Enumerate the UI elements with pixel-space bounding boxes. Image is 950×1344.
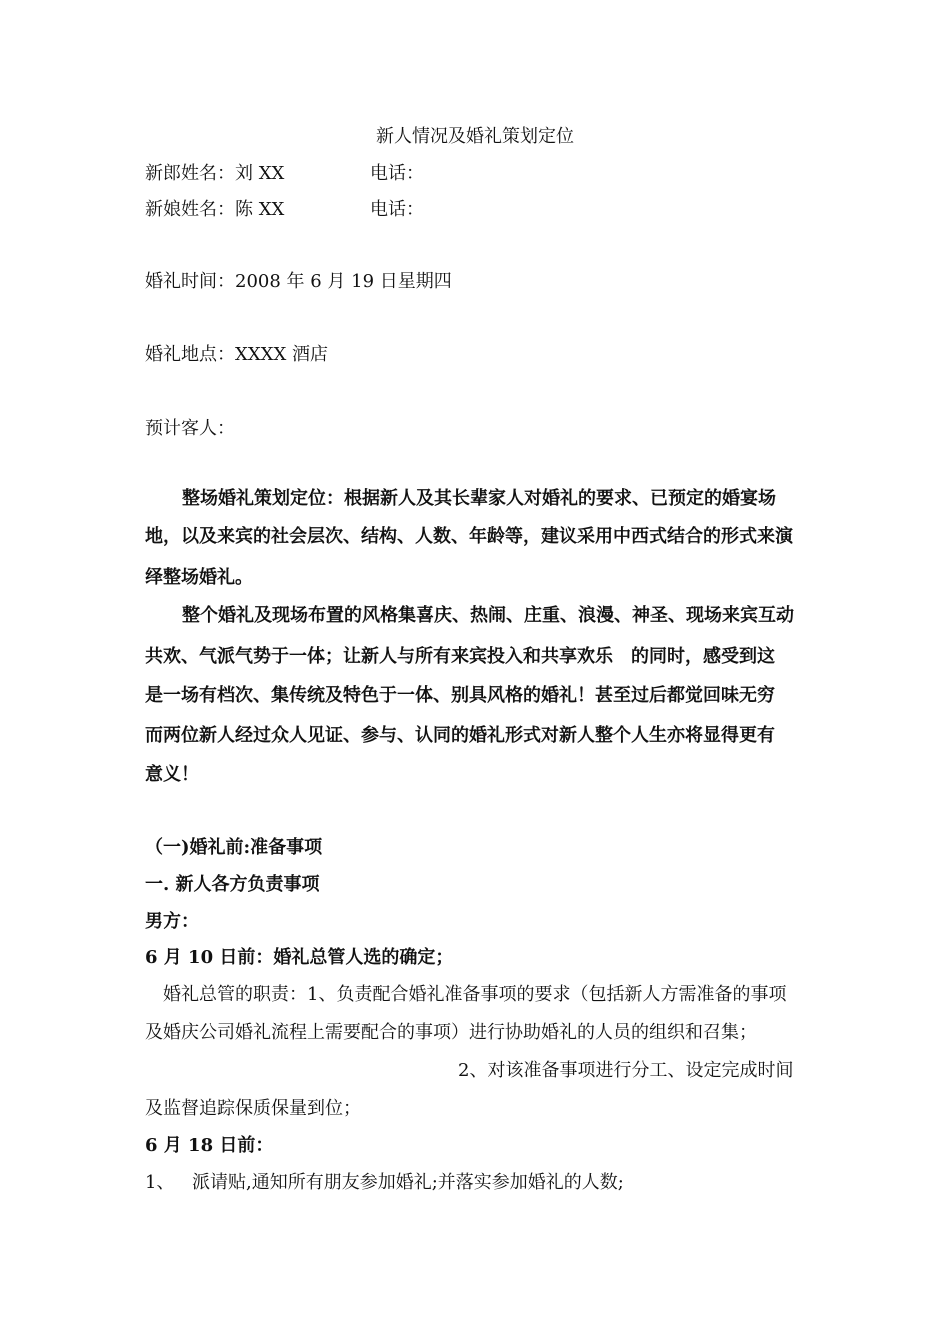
- groom-name: 新郎姓名：刘 XX: [145, 163, 285, 184]
- document-title: 新人情况及婚礼策划定位: [376, 126, 574, 147]
- bride-name: 新娘姓名：陈 XX: [145, 199, 285, 220]
- style-line-3: 是一场有档次、集传统及特色于一体、别具风格的婚礼！甚至过后都觉回味无穷: [145, 685, 775, 706]
- june10-text: 6 月 10 日前：婚礼总管人选的确定；: [145, 947, 454, 968]
- bride-phone-label: 电话：: [370, 199, 424, 220]
- style-line-4: 而两位新人经过众人见证、参与、认同的婚礼形式对新人整个人生亦将显得更有: [145, 725, 775, 746]
- duty-line-2: 及婚庆公司婚礼流程上需要配合的事项）进行协助婚礼的人员的组织和召集；: [145, 1022, 757, 1043]
- groom-phone-label: 电话：: [370, 163, 424, 184]
- expected-guests: 预计客人：: [145, 418, 235, 439]
- style-line-2: 共欢、气派气势于一体；让新人与所有来宾投入和共享欢乐 的同时，感受到这: [145, 646, 775, 667]
- duty-line-4: 及监督追踪保质保量到位；: [145, 1098, 361, 1119]
- june18-heading: 6 月 18 日前：: [145, 1135, 274, 1156]
- positioning-line-3: 绎整场婚礼。: [145, 567, 253, 588]
- section-heading-before-wedding: （一)婚礼前:准备事项: [145, 837, 323, 858]
- item-1-text: 派请贴,通知所有朋友参加婚礼;并落实参加婚礼的人数;: [192, 1172, 624, 1193]
- item-1-number: 1、: [145, 1172, 175, 1193]
- duty-line-1: 婚礼总管的职责：1、负责配合婚礼准备事项的要求（包括新人方需准备的事项: [163, 984, 787, 1005]
- wedding-time: 婚礼时间：2008 年 6 月 19 日星期四: [145, 271, 452, 292]
- positioning-line-2: 地，以及来宾的社会层次、结构、人数、年龄等，建议采用中西式结合的形式来演: [145, 526, 793, 547]
- wedding-place: 婚礼地点：XXXX 酒店: [145, 344, 328, 365]
- style-line-5: 意义！: [145, 764, 199, 785]
- positioning-line-1: 整场婚礼策划定位：根据新人及其长辈家人对婚礼的要求、已预定的婚宴场: [182, 488, 776, 509]
- style-line-1: 整个婚礼及现场布置的风格集喜庆、热闹、庄重、浪漫、神圣、现场来宾互动: [182, 605, 794, 626]
- section-subheading: 一. 新人各方负责事项: [145, 874, 320, 895]
- groom-side-heading: 男方：: [145, 911, 199, 932]
- june10-item: [145, 946, 453, 970]
- duty-line-3: 2、对该准备事项进行分工、设定完成时间: [458, 1060, 794, 1081]
